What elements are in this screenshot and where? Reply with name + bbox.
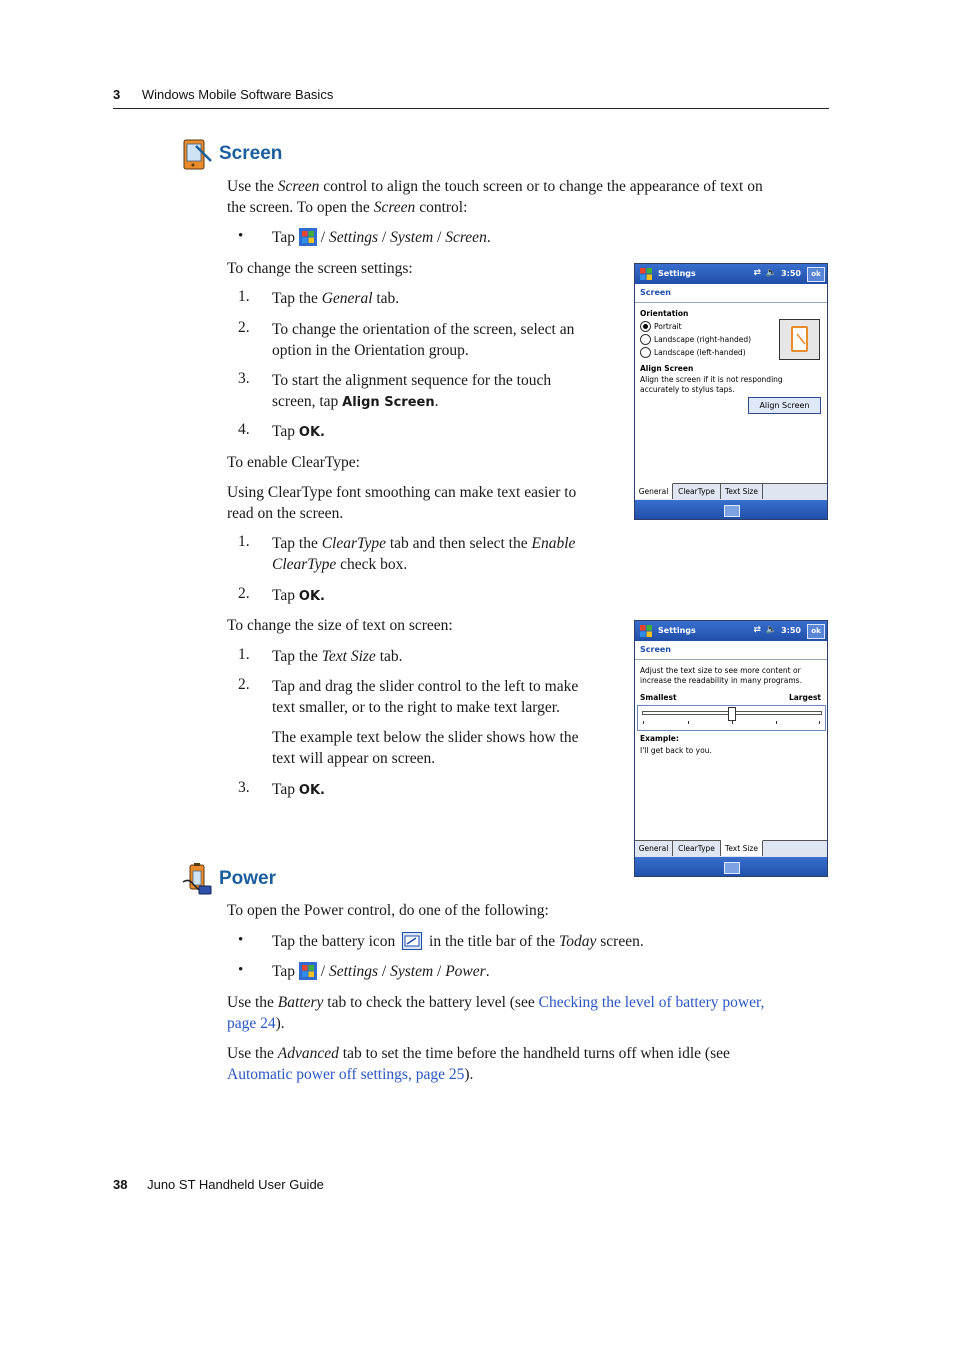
align-screen-label: Align Screen <box>640 364 694 373</box>
radio-landscape-right[interactable] <box>640 334 651 345</box>
clock: 3:50 <box>781 626 801 635</box>
running-header <box>113 87 333 102</box>
step-text: Tap the General tab. <box>272 290 400 307</box>
start-menu-icon <box>639 267 653 281</box>
smallest-label: Smallest <box>640 693 677 702</box>
step-number: 1. <box>238 533 250 550</box>
step-text: Tap and drag the slider control to the left to make text smaller, or to the right to make text larger. <box>272 678 579 716</box>
keyboard-icon[interactable] <box>724 505 740 517</box>
step-text: Tap the ClearType tab and then select the Enable ClearType check box. <box>272 535 576 573</box>
ok-button[interactable]: ok <box>807 267 825 282</box>
option-label: Landscape (left-handed) <box>654 348 746 357</box>
advanced-tab-paragraph: Use the Advanced tab to set the time before the handheld turns off when idle (see Automatic power off settings, page 25). <box>227 1045 730 1083</box>
step-number: 3. <box>238 779 250 796</box>
option-label: Portrait <box>654 322 682 331</box>
slider-tick <box>643 721 644 724</box>
slider-tick <box>776 721 777 724</box>
tab-cleartype[interactable]: ClearType <box>673 841 721 856</box>
cleartype-paragraph: Using ClearType font smoothing can make text easier to read on the screen. <box>227 484 577 522</box>
screen-control-icon <box>182 138 214 171</box>
chapter-title: Windows Mobile Software Basics <box>141 87 334 102</box>
screenshot-text-size-tab <box>634 620 828 877</box>
bullet: • <box>238 228 244 244</box>
start-menu-icon <box>299 962 317 980</box>
align-description: accurately to stylus taps. <box>640 385 735 394</box>
step-number: 1. <box>238 646 250 663</box>
page-number: 38 <box>113 1177 128 1192</box>
cleartype-lead: To enable ClearType: <box>227 454 360 471</box>
screenshot-general-tab <box>634 263 828 520</box>
power-open-path: Tap / Settings / System / Power. <box>272 963 490 980</box>
align-screen-button[interactable]: Align Screen <box>748 397 821 414</box>
example-label: Example: <box>640 734 679 743</box>
volume-icon: 🔈 <box>765 625 777 635</box>
tab-cleartype[interactable]: ClearType <box>673 484 721 499</box>
step-number: 1. <box>238 288 250 305</box>
option-label: Landscape (right-handed) <box>654 335 752 344</box>
step-number: 2. <box>238 585 250 602</box>
tab-text-size[interactable]: Text Size <box>721 840 763 856</box>
change-settings-lead: To change the screen settings: <box>227 260 413 277</box>
power-option-battery-icon: Tap the battery icon in the title bar of the Today screen. <box>272 933 644 950</box>
step-number: 2. <box>238 676 250 693</box>
step-number: 3. <box>238 370 250 387</box>
align-description: Align the screen if it is not responding <box>640 375 783 384</box>
slider-tick <box>732 721 733 724</box>
step-note: The example text below the slider shows how the text will appear on screen. <box>272 729 579 767</box>
step-text: To change the orientation of the screen, select an option in the Orientation group. <box>272 321 575 359</box>
step-text: To start the alignment sequence for the touch screen, tap Align Screen. <box>272 372 552 410</box>
screen-open-path: Tap / Settings / System / Screen. <box>272 229 491 246</box>
connectivity-icon: ⇄ <box>753 268 761 278</box>
text-size-description: increase the readability in many programs. <box>640 676 802 685</box>
step-number: 2. <box>238 319 250 336</box>
header-rule <box>113 108 829 109</box>
example-text: I'll get back to you. <box>640 746 712 755</box>
ok-button[interactable]: ok <box>807 624 825 639</box>
step-text: Tap OK. <box>272 587 325 604</box>
start-menu-icon <box>639 624 653 638</box>
slider-thumb[interactable] <box>728 707 736 721</box>
battery-level-link[interactable]: Checking the level of battery power, <box>538 994 765 1011</box>
radio-portrait[interactable] <box>640 321 651 332</box>
largest-label: Largest <box>788 693 821 702</box>
auto-power-off-link[interactable]: Automatic power off settings, page 25 <box>227 1066 465 1083</box>
title-bar <box>635 621 827 641</box>
section-header: Screen <box>635 641 827 660</box>
tab-general[interactable]: General <box>635 483 673 499</box>
orientation-preview-icon <box>779 319 820 360</box>
title-text: Settings <box>658 269 696 278</box>
start-menu-icon <box>299 228 317 246</box>
power-control-icon <box>181 862 215 896</box>
battery-tab-paragraph: Use the Battery tab to check the battery level (see Checking the level of battery power, page 24). <box>227 994 765 1032</box>
orientation-label: Orientation <box>640 309 689 318</box>
screen-intro: Use the Screen control to align the touch screen or to change the appearance of text on the screen. To open the Screen control: <box>227 178 763 216</box>
menu-bar <box>635 500 827 520</box>
battery-icon <box>402 932 422 950</box>
step-text: Tap OK. <box>272 423 325 440</box>
text-size-lead: To change the size of text on screen: <box>227 617 453 634</box>
title-text: Settings <box>658 626 696 635</box>
screen-heading: Screen <box>219 143 283 164</box>
bullet: • <box>238 962 244 978</box>
clock: 3:50 <box>781 269 801 278</box>
step-number: 4. <box>238 421 250 438</box>
text-size-slider[interactable] <box>637 705 826 731</box>
running-footer <box>113 1177 324 1192</box>
power-heading: Power <box>219 868 277 889</box>
slider-tick <box>688 721 689 724</box>
tab-general[interactable]: General <box>635 841 673 856</box>
keyboard-icon[interactable] <box>724 862 740 874</box>
step-text: Tap OK. <box>272 781 325 798</box>
step-text: Tap the Text Size tab. <box>272 648 403 665</box>
chapter-number: 3 <box>113 87 121 102</box>
text-size-description: Adjust the text size to see more content or <box>640 666 801 675</box>
guide-title: Juno ST Handheld User Guide <box>147 1177 324 1192</box>
slider-tick <box>819 721 820 724</box>
tab-strip <box>635 483 827 500</box>
tab-strip <box>635 840 827 857</box>
battery-level-link-page[interactable]: page 24 <box>227 1015 276 1032</box>
section-header: Screen <box>635 284 827 303</box>
bullet: • <box>238 932 244 948</box>
connectivity-icon: ⇄ <box>753 625 761 635</box>
title-bar <box>635 264 827 284</box>
volume-icon: 🔈 <box>765 268 777 278</box>
radio-landscape-left[interactable] <box>640 347 651 358</box>
power-intro: To open the Power control, do one of the following: <box>227 902 549 919</box>
menu-bar <box>635 857 827 877</box>
tab-text-size[interactable]: Text Size <box>721 484 763 499</box>
